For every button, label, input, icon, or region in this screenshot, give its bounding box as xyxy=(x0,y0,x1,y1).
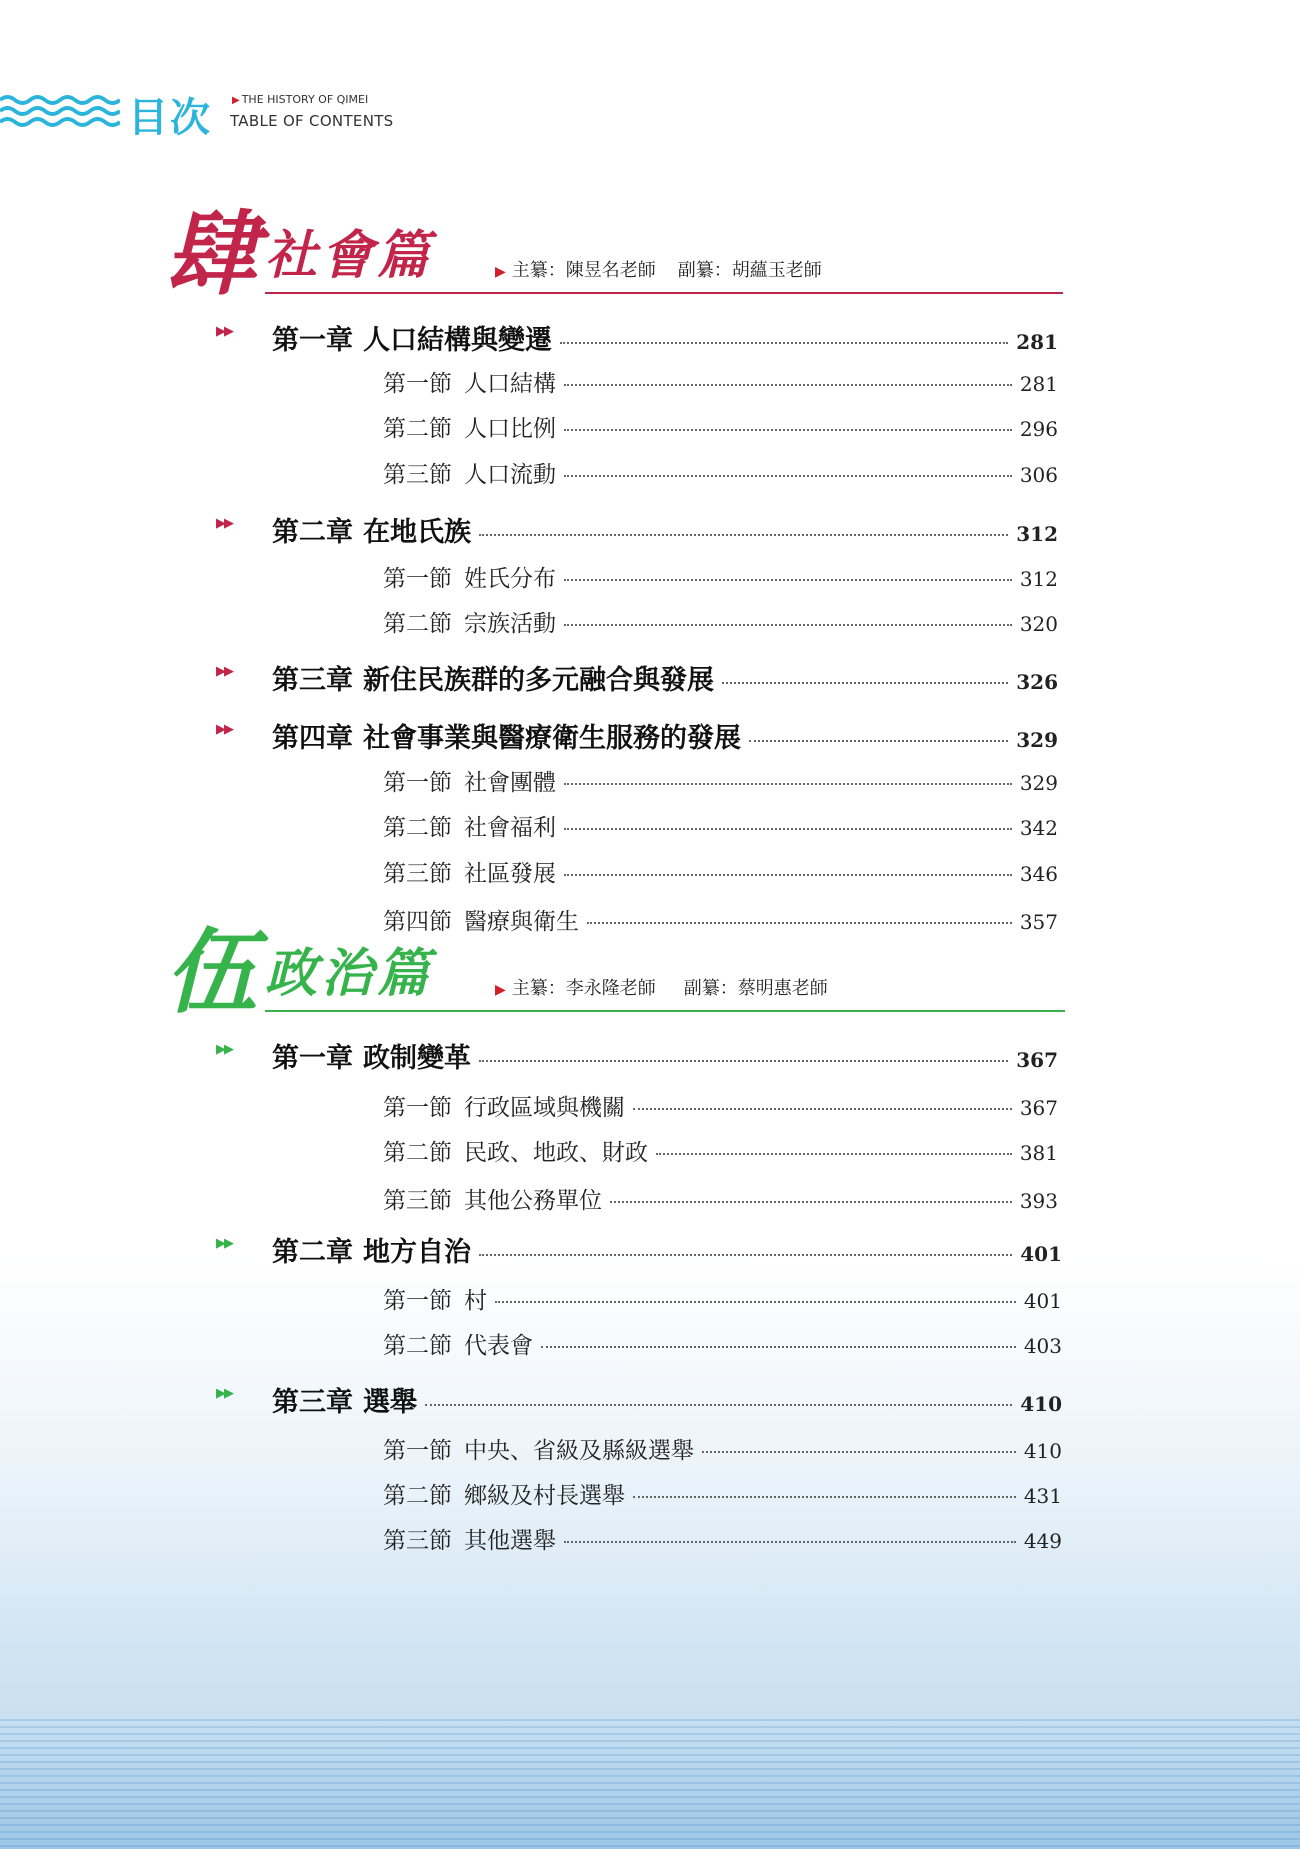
dot-leader xyxy=(479,534,1008,536)
dot-leader xyxy=(564,429,1012,431)
page-number: 410 xyxy=(1020,1392,1062,1416)
page-number: 329 xyxy=(1019,771,1058,795)
toc-section-row[interactable] xyxy=(383,809,1058,842)
part-divider xyxy=(265,1010,1065,1012)
triangle-icon: ▶ xyxy=(495,982,506,998)
chapter-number: 第二章 xyxy=(272,1237,353,1268)
toc-entry-label xyxy=(383,560,556,593)
toc-entry-label xyxy=(272,1230,471,1269)
section-number: 第三節 xyxy=(383,1528,452,1554)
section-number: 第二節 xyxy=(383,416,452,442)
toc-entry-label xyxy=(383,903,579,936)
page-number: 393 xyxy=(1019,1189,1058,1213)
header-subtitle-contents: TABLE OF CONTENTS xyxy=(230,112,394,130)
chapter-number: 第四章 xyxy=(272,723,353,754)
dot-leader xyxy=(479,1254,1012,1256)
dot-leader xyxy=(587,922,1012,924)
section-number: 第二節 xyxy=(383,611,452,637)
page-number: 403 xyxy=(1023,1334,1062,1358)
part-title: 社會篇 xyxy=(265,225,434,286)
toc-chapter-row[interactable] xyxy=(216,1230,1062,1269)
dot-leader xyxy=(564,783,1012,785)
toc-entry-label xyxy=(272,510,471,549)
toc-section-row[interactable] xyxy=(383,605,1058,638)
toc-entry-label xyxy=(383,456,556,489)
toc-entry-label xyxy=(383,809,556,842)
toc-entry-label xyxy=(383,1182,602,1215)
toc-section-row[interactable] xyxy=(383,560,1058,593)
section-number: 第四節 xyxy=(383,909,452,935)
chapter-title: 選舉 xyxy=(363,1387,417,1418)
dot-leader xyxy=(560,342,1008,344)
page-number: 346 xyxy=(1019,862,1058,886)
page-number: 312 xyxy=(1019,567,1058,591)
chapter-title: 在地氏族 xyxy=(363,517,471,548)
dot-leader xyxy=(495,1301,1016,1303)
section-title: 其他公務單位 xyxy=(464,1188,602,1214)
section-number: 第一節 xyxy=(383,371,452,397)
section-number: 第二節 xyxy=(383,1483,452,1509)
section-title: 社區發展 xyxy=(464,861,556,887)
toc-chapter-row[interactable] xyxy=(216,1380,1062,1419)
section-number: 第二節 xyxy=(383,1333,452,1359)
dot-leader xyxy=(541,1346,1016,1348)
section-title: 鄉級及村長選舉 xyxy=(464,1483,625,1509)
part-number: 肆 xyxy=(165,200,258,308)
section-title: 人口流動 xyxy=(464,462,556,488)
dot-leader xyxy=(479,1060,1008,1062)
part-title: 政治篇 xyxy=(265,943,434,1004)
dot-leader xyxy=(633,1108,1012,1110)
part-editors xyxy=(495,256,822,282)
toc-entry-label xyxy=(383,1327,533,1360)
toc-entry-label xyxy=(272,1380,417,1419)
toc-entry-label xyxy=(272,318,552,357)
page-number: 357 xyxy=(1019,910,1058,934)
editor-sub: 副纂：蔡明惠老師 xyxy=(683,978,828,999)
section-number: 第一節 xyxy=(383,1438,452,1464)
section-title: 中央、省級及縣級選舉 xyxy=(464,1438,694,1464)
section-title: 村 xyxy=(464,1288,487,1314)
double-arrow-icon: ▶▶ xyxy=(216,516,232,531)
section-number: 第一節 xyxy=(383,566,452,592)
sea-background xyxy=(0,1719,1300,1849)
toc-entry-label xyxy=(383,855,556,888)
chapter-number: 第一章 xyxy=(272,1043,353,1074)
page-header xyxy=(0,88,420,141)
toc-entry-label xyxy=(383,365,556,398)
page-number: 281 xyxy=(1016,330,1058,354)
dot-leader xyxy=(425,1404,1012,1406)
toc-entry-label xyxy=(383,1089,625,1122)
toc-section-row[interactable] xyxy=(383,456,1058,489)
toc-entry-label xyxy=(383,1134,648,1167)
chapter-number: 第三章 xyxy=(272,1387,353,1418)
toc-entry-label xyxy=(383,1432,694,1465)
toc-section-row[interactable] xyxy=(383,365,1058,398)
page-number: 381 xyxy=(1019,1141,1058,1165)
dot-leader xyxy=(564,624,1012,626)
chapter-number: 第三章 xyxy=(272,665,353,696)
toc-entry-label xyxy=(383,1522,556,1555)
section-title: 社會福利 xyxy=(464,815,556,841)
section-title: 醫療與衛生 xyxy=(464,909,579,935)
page-number: 281 xyxy=(1019,372,1058,396)
editor-main: 主纂：陳昱名老師 xyxy=(511,260,656,281)
page-number: 367 xyxy=(1016,1048,1058,1072)
chapter-title: 地方自治 xyxy=(363,1237,471,1268)
toc-section-row[interactable] xyxy=(383,855,1058,888)
dot-leader xyxy=(722,682,1008,684)
dot-leader xyxy=(564,475,1012,477)
part-editors xyxy=(495,974,828,1000)
toc-entry-label xyxy=(272,1036,471,1075)
toc-section-row[interactable] xyxy=(383,1432,1062,1465)
dot-leader xyxy=(749,740,1008,742)
page-number: 431 xyxy=(1023,1484,1062,1508)
section-title: 行政區域與機關 xyxy=(464,1095,625,1121)
toc-section-row[interactable] xyxy=(383,1327,1062,1360)
toc-entry-label xyxy=(383,1282,487,1315)
toc-entry-label xyxy=(383,1477,625,1510)
double-arrow-icon: ▶▶ xyxy=(216,664,232,679)
toc-section-row[interactable] xyxy=(383,410,1058,443)
header-subtitle-history-text: THE HISTORY OF QIMEI xyxy=(241,93,369,106)
toc-chapter-row[interactable] xyxy=(216,318,1058,357)
dot-leader xyxy=(702,1451,1016,1453)
chapter-number: 第二章 xyxy=(272,517,353,548)
page-number: 449 xyxy=(1023,1529,1062,1553)
chapter-title: 政制變革 xyxy=(363,1043,471,1074)
dot-leader xyxy=(564,579,1012,581)
toc-section-row[interactable] xyxy=(383,1522,1062,1555)
dot-leader xyxy=(564,828,1012,830)
chapter-title: 社會事業與醫療衛生服務的發展 xyxy=(363,723,741,754)
part-number: 伍 xyxy=(165,918,258,1026)
page-number: 401 xyxy=(1023,1289,1062,1313)
section-title: 其他選舉 xyxy=(464,1528,556,1554)
section-number: 第一節 xyxy=(383,770,452,796)
section-title: 人口結構 xyxy=(464,371,556,397)
section-title: 代表會 xyxy=(464,1333,533,1359)
section-number: 第三節 xyxy=(383,861,452,887)
chapter-title: 人口結構與變遷 xyxy=(363,325,552,356)
page-number: 410 xyxy=(1023,1439,1062,1463)
page-number: 306 xyxy=(1019,463,1058,487)
toc-entry-label xyxy=(383,764,556,797)
section-number: 第三節 xyxy=(383,1188,452,1214)
section-number: 第二節 xyxy=(383,1140,452,1166)
toc-entry-label xyxy=(383,410,556,443)
double-arrow-icon: ▶▶ xyxy=(216,722,232,737)
page-number: 367 xyxy=(1019,1096,1058,1120)
toc-chapter-row[interactable] xyxy=(216,510,1058,549)
double-arrow-icon: ▶▶ xyxy=(216,1236,232,1251)
section-title: 姓氏分布 xyxy=(464,566,556,592)
dot-leader xyxy=(564,874,1012,876)
header-subtitle-history xyxy=(232,93,368,106)
toc-entry-label xyxy=(272,716,741,755)
section-number: 第一節 xyxy=(383,1095,452,1121)
page-number: 296 xyxy=(1019,417,1058,441)
toc-section-row[interactable] xyxy=(383,1282,1062,1315)
page-number: 326 xyxy=(1016,670,1058,694)
section-title: 民政、地政、財政 xyxy=(464,1140,648,1166)
section-title: 社會團體 xyxy=(464,770,556,796)
page-number: 320 xyxy=(1019,612,1058,636)
page-number: 401 xyxy=(1020,1242,1062,1266)
section-number: 第一節 xyxy=(383,1288,452,1314)
toc-section-row[interactable] xyxy=(383,764,1058,797)
double-arrow-icon: ▶▶ xyxy=(216,1386,232,1401)
dot-leader xyxy=(656,1153,1012,1155)
toc-entry-label xyxy=(383,605,556,638)
dot-leader xyxy=(564,1541,1016,1543)
section-title: 人口比例 xyxy=(464,416,556,442)
editor-main: 主纂：李永隆老師 xyxy=(511,978,656,999)
chapter-number: 第一章 xyxy=(272,325,353,356)
toc-chapter-row[interactable] xyxy=(216,1036,1058,1075)
toc-section-row[interactable] xyxy=(383,1134,1058,1167)
triangle-icon: ▶ xyxy=(232,95,240,106)
dot-leader xyxy=(564,384,1012,386)
section-title: 宗族活動 xyxy=(464,611,556,637)
page-number: 342 xyxy=(1019,816,1058,840)
section-number: 第三節 xyxy=(383,462,452,488)
toc-section-row[interactable] xyxy=(383,903,1058,936)
dot-leader xyxy=(633,1496,1016,1498)
wave-icon xyxy=(0,92,120,132)
toc-section-row[interactable] xyxy=(383,1477,1062,1510)
triangle-icon: ▶ xyxy=(495,264,506,280)
part-divider xyxy=(265,292,1063,294)
section-number: 第二節 xyxy=(383,815,452,841)
editor-sub: 副纂：胡蘊玉老師 xyxy=(677,260,822,281)
page-number: 329 xyxy=(1016,728,1058,752)
toc-section-row[interactable] xyxy=(383,1182,1058,1215)
chapter-title: 新住民族群的多元融合與發展 xyxy=(363,665,714,696)
double-arrow-icon: ▶▶ xyxy=(216,1042,232,1057)
page-number: 312 xyxy=(1016,522,1058,546)
toc-entry-label xyxy=(272,658,714,697)
toc-chapter-row[interactable] xyxy=(216,658,1058,697)
toc-chapter-row[interactable] xyxy=(216,716,1058,755)
toc-section-row[interactable] xyxy=(383,1089,1058,1122)
double-arrow-icon: ▶▶ xyxy=(216,324,232,339)
page-title: 目次 xyxy=(128,95,212,141)
dot-leader xyxy=(610,1201,1012,1203)
